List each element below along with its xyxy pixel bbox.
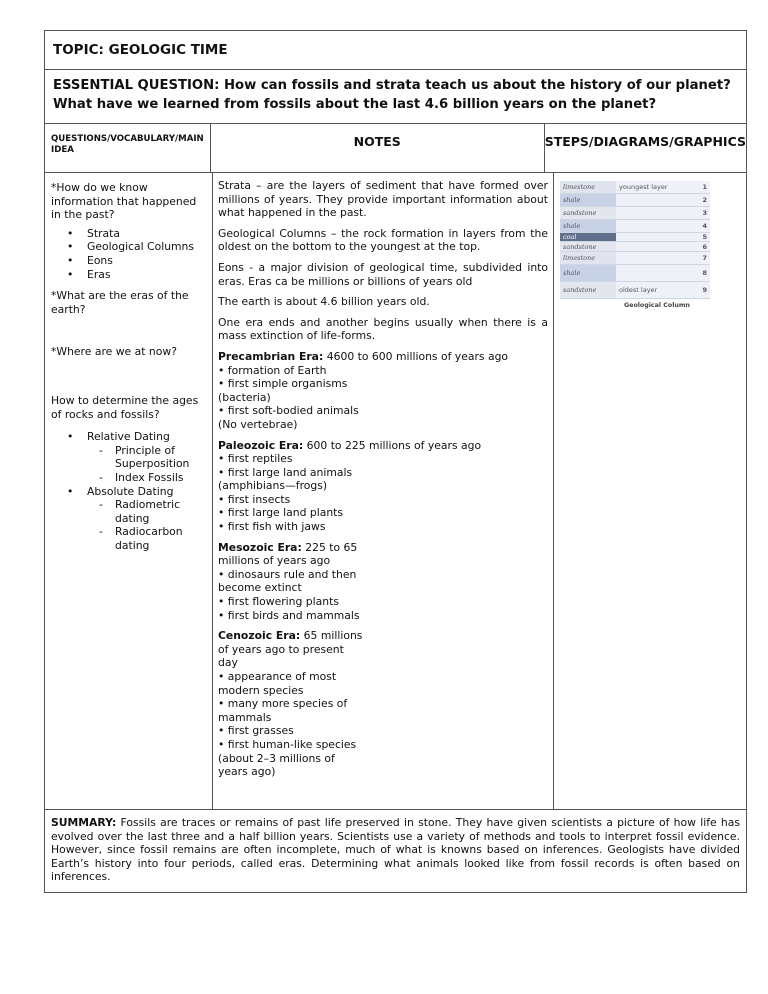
era-mesozoic: Mesozoic Era: 225 to 65 millions of years ago • dinosaurs rule and then become extinct • first flowering plants • first birds and mammals	[218, 540, 360, 622]
column-headers	[45, 124, 746, 173]
summary-label: SUMMARY:	[51, 816, 117, 829]
topic-title: TOPIC: GEOLOGIC TIME	[45, 31, 746, 70]
layer-2: shale 2	[560, 194, 710, 207]
cornell-notes-sheet	[44, 30, 747, 893]
diagram-column	[554, 173, 746, 809]
layer-1: limestone youngest layer 1	[560, 181, 710, 194]
dating-superposition: - Principle of Superposition	[87, 444, 206, 471]
diagram-caption: Geological Column	[624, 302, 690, 309]
vocab-strata: • Strata	[51, 227, 206, 241]
layer-4: shale 4	[560, 220, 710, 233]
note-columns: Geological Columns – the rock formation in layers from the oldest on the bottom to the youngest at the top.	[218, 226, 548, 254]
note-extinction: One era ends and another begins usually when there is a mass extinction of life-forms.	[218, 315, 548, 343]
vocab-list	[51, 227, 206, 281]
layer-8: shale 8	[560, 265, 710, 282]
era-paleozoic: Paleozoic Era: 600 to 225 millions of years ago • first reptiles • first large land animals (amphibians—frogs) • first insects • first large land plants • first fish with jaws	[218, 438, 482, 534]
layer-5: coal 5	[560, 233, 710, 242]
vocab-eons: • Eons	[51, 254, 206, 268]
note-eons: Eons - a major division of geological time, subdivided into eras. Eras ca be millions or billions of years old	[218, 260, 548, 288]
questions-column	[45, 173, 213, 809]
question-eras: *What are the eras of the earth?	[51, 289, 189, 316]
essential-question: ESSENTIAL QUESTION: How can fossils and strata teach us about the history of our planet? What have we learned from fossils about the last 4.6 billion years on the planet?	[45, 70, 746, 124]
question-now: *Where are we at now?	[51, 345, 177, 359]
dating-list	[51, 430, 206, 552]
vocab-eras: • Eras	[51, 268, 206, 282]
notes-body	[45, 173, 746, 810]
header-diagrams: STEPS/DIAGRAMS/GRAPHICS	[544, 134, 746, 149]
summary-text: Fossils are traces or remains of past life preserved in stone. They have given scientists a picture of how life has evolved over the last three and a half billion years. Scientists use a variety of methods and tools to interpret fossil evidence. However, since fossil remains are often incomplete, much of what is knowns based on inferences. Geologists have divided Earth’s history into four periods, called eras. Determining what animals looked like from fossil records is often based on inferences.	[51, 816, 740, 884]
layer-3: sandstone 3	[560, 207, 710, 220]
header-questions: QUESTIONS/VOCABULARY/MAIN IDEA	[45, 124, 211, 172]
dating-radiometric: - Radiometric dating	[87, 498, 206, 525]
era-cenozoic: Cenozoic Era: 65 millions of years ago to present day • appearance of most modern species • many more species of mammals • first grasses • first human-like species (about 2–3 millions of years ago)	[218, 629, 363, 779]
vocab-geological-columns: • Geological Columns	[51, 240, 206, 254]
note-age: The earth is about 4.6 billion years old.	[218, 295, 430, 309]
question-ages: How to determine the ages of rocks and fossils?	[51, 393, 199, 421]
summary-section	[45, 810, 746, 892]
question-past: *How do we know information that happened in the past?	[51, 181, 197, 222]
era-precambrian: Precambrian Era: 4600 to 600 millions of years ago • formation of Earth • first simple organisms (bacteria) • first soft-bodied animals (No vertebrae)	[218, 349, 509, 431]
dating-index-fossils: - Index Fossils	[87, 471, 206, 485]
dating-absolute: • Absolute Dating - Radiometric dating - Radiocarbon dating	[51, 485, 206, 553]
dating-radiocarbon: - Radiocarbon dating	[87, 525, 206, 552]
notes-column	[213, 173, 554, 809]
header-notes: NOTES	[211, 124, 545, 172]
layer-6: sandstone 6	[560, 242, 710, 252]
note-strata: Strata – are the layers of sediment that have formed over millions of years. They provide important information about what happened in the past.	[218, 179, 548, 220]
dating-relative: • Relative Dating - Principle of Superposition - Index Fossils	[51, 430, 206, 484]
layer-9: sandstone oldest layer 9	[560, 282, 710, 299]
geological-column-diagram	[560, 181, 710, 309]
layer-7: limestone 7	[560, 252, 710, 265]
